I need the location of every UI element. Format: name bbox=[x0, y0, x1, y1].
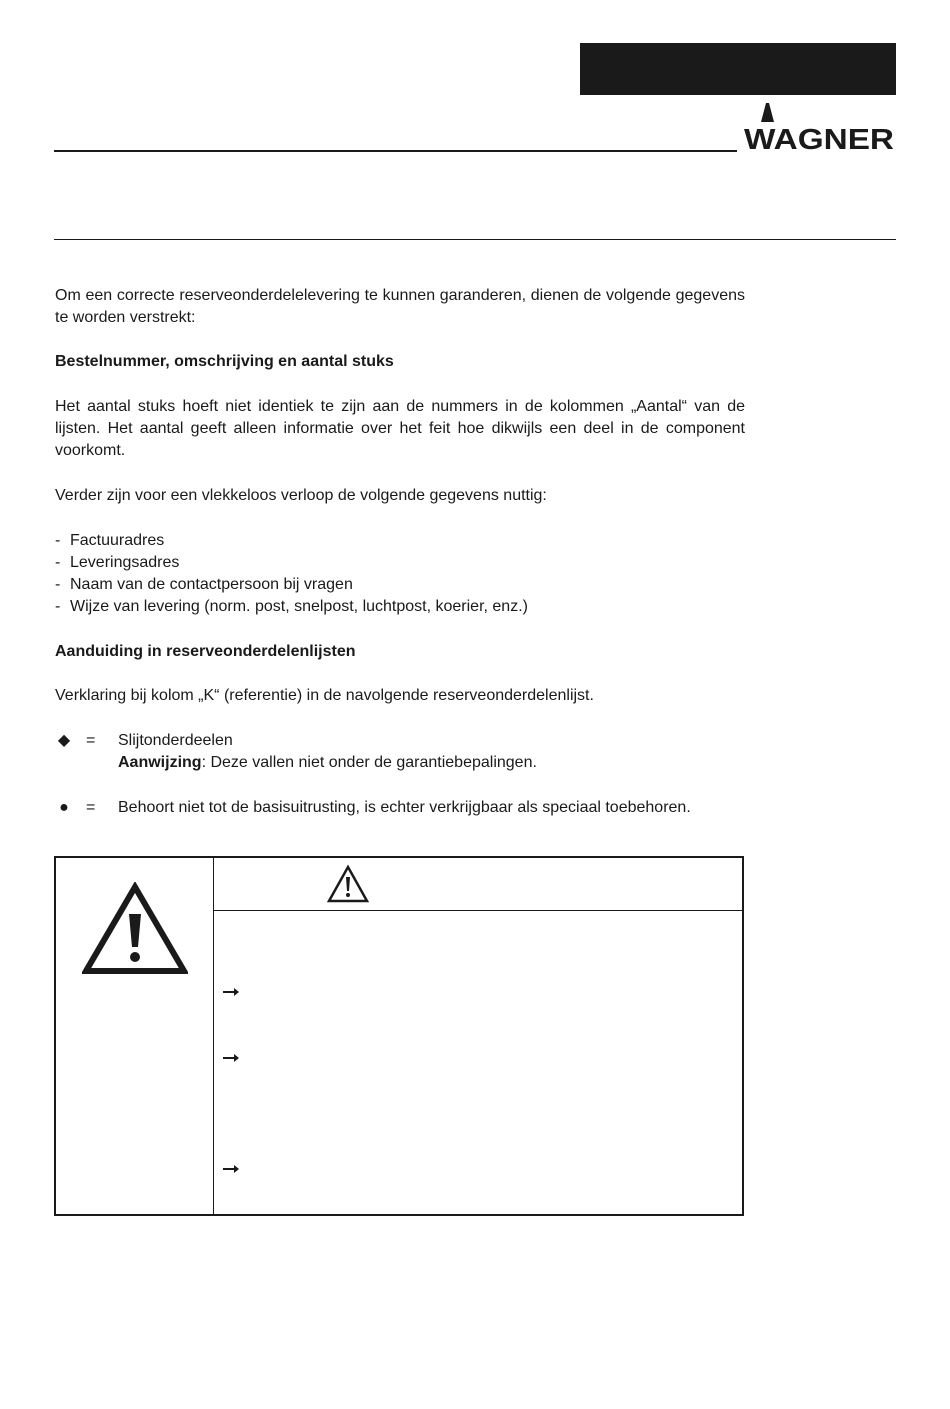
arrow-right-icon bbox=[222, 987, 240, 997]
header-rule bbox=[54, 150, 737, 152]
filled-circle-icon: ● bbox=[59, 799, 69, 816]
section-heading-marking: Aanduiding in reserveonderdelenlijsten bbox=[55, 643, 356, 660]
arrow-right-icon bbox=[222, 1164, 240, 1174]
note-text: : Deze vallen niet onder de garantiebepalingen. bbox=[201, 754, 537, 771]
list-item: - Naam van de contactpersoon bij vragen bbox=[55, 576, 353, 593]
list-item: - Leveringsadres bbox=[55, 554, 180, 571]
quantity-paragraph: Het aantal stuks hoeft niet identiek te zijn aan de nummers in de kolommen „Aantal“ van de lijsten. Het aantal geeft alleen informatie over het feit hoe dikwijls een deel in de component voorkomt. bbox=[55, 398, 745, 459]
warning-triangle-icon bbox=[82, 882, 188, 976]
header-black-tab bbox=[580, 43, 896, 95]
diamond-icon: ◆ bbox=[57, 732, 71, 749]
section-heading-order: Bestelnummer, omschrijving en aantal stuks bbox=[55, 353, 394, 370]
warning-box-divider bbox=[213, 858, 214, 1214]
list-item: - Factuuradres bbox=[55, 532, 165, 549]
legend-text: Behoort niet tot de basisuitrusting, is echter verkrijgbaar als speciaal toebehoren. bbox=[118, 799, 691, 816]
column-k-paragraph: Verklaring bij kolom „K“ (referentie) in de navolgende reserveonderdelenlijst. bbox=[55, 687, 594, 704]
svg-text:WAGNER: WAGNER bbox=[744, 124, 895, 156]
intro-paragraph: Om een correcte reserveonderdelelevering te kunnen garanderen, dienen de volgende gegevens te worden verstrekt: bbox=[55, 287, 745, 326]
info-list bbox=[55, 530, 528, 618]
warning-header-rule bbox=[214, 910, 742, 911]
warning-triangle-small-icon bbox=[326, 864, 370, 904]
list-item: - Wijze van levering (norm. post, snelpost, luchtpost, koerier, enz.) bbox=[55, 598, 528, 615]
arrow-right-icon bbox=[222, 1053, 240, 1063]
note-label: Aanwijzing bbox=[118, 754, 202, 771]
further-info-paragraph: Verder zijn voor een vlekkeloos verloop de volgende gegevens nuttig: bbox=[55, 487, 547, 504]
title-rule bbox=[54, 239, 896, 240]
wagner-logo bbox=[742, 100, 898, 156]
legend-text: Slijtonderdeelen bbox=[118, 732, 233, 749]
warning-box bbox=[54, 856, 744, 1216]
